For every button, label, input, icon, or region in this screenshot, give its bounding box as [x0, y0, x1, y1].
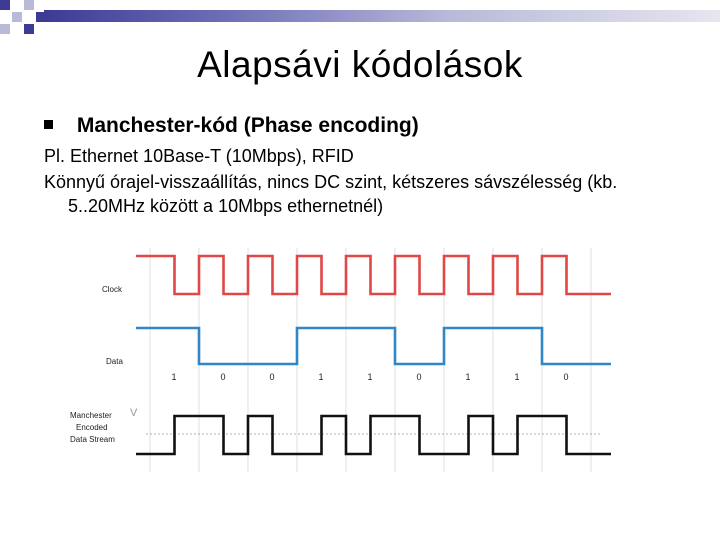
body-line-properties: Könnyű órajel-visszaállítás, nincs DC szint, kétszeres sávszélesség (kb. [44, 172, 618, 192]
bit-value-label: 0 [563, 372, 569, 382]
waveform-svg [70, 240, 630, 480]
clock-label: Clock [102, 285, 123, 294]
data-signal-line [136, 328, 611, 364]
deco-square [24, 0, 34, 10]
body-paragraph-properties [44, 170, 704, 218]
deco-square [0, 0, 10, 10]
body-line-example: Pl. Ethernet 10Base-T (10Mbps), RFID [44, 146, 354, 166]
data-label: Data [106, 357, 123, 366]
header-gradient-bar [44, 10, 720, 22]
deco-square [24, 24, 34, 34]
voltage-label: V [130, 407, 138, 419]
clock-signal-line [136, 256, 611, 294]
bit-value-label: 1 [465, 372, 471, 382]
encoded-label-line3: Data Stream [70, 435, 115, 444]
bit-value-label: 1 [367, 372, 373, 382]
bit-value-label: 0 [269, 372, 275, 382]
body-line-properties-cont: 5..20MHz között a 10Mbps ethernetnél) [68, 196, 384, 216]
bullet-text: Manchester-kód (Phase encoding) [76, 114, 419, 137]
bullet-square-icon [44, 120, 53, 129]
bit-value-label: 1 [171, 372, 177, 382]
bit-value-label: 0 [416, 372, 422, 382]
manchester-encoded-line [136, 416, 611, 454]
bit-value-label: 1 [318, 372, 324, 382]
deco-square [0, 24, 10, 34]
slide-title: Alapsávi kódolások [197, 44, 523, 85]
bit-value-label: 1 [514, 372, 520, 382]
bit-value-label: 0 [220, 372, 226, 382]
deco-square [12, 12, 22, 22]
bullet-item [44, 114, 419, 138]
encoded-label-line2: Encoded [76, 423, 108, 432]
manchester-waveform-diagram [70, 240, 630, 480]
encoded-label-line1: Manchester [70, 411, 112, 420]
